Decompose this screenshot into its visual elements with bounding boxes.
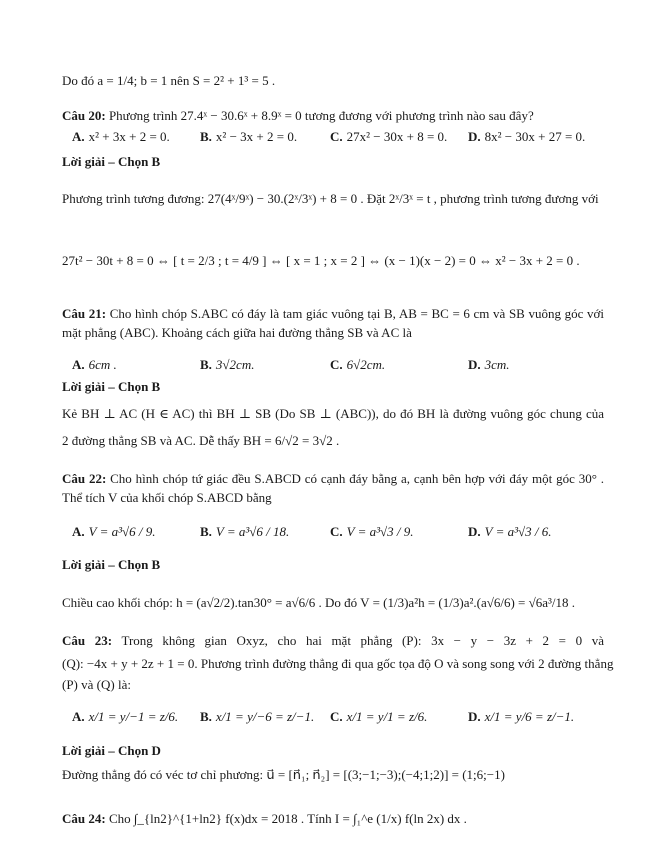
q23-option-a: A. x/1 = y/−1 = z/6. (72, 709, 179, 724)
q22-option-a: A. V = a³√6 / 9. (72, 524, 156, 539)
q23-question-line-2: (Q): −4x + y + 2z + 1 = 0. Phương trình đường thẳng đi qua gốc tọa độ O và song song với 2 đường thẳng (62, 656, 614, 671)
question-label: Câu 22: (62, 471, 107, 486)
q20-option-b: B. x² − 3x + 2 = 0. (200, 129, 298, 144)
q20-solution-line-2: 27t² − 30t + 8 = 0 ⇔ [ t = 2/3 ; t = 4/9 ] ⇔ [ x = 1 ; x = 2 ] ⇔ (x − 1)(x − 2) = 0 ⇔ x² − 3x + 2 = 0 . (62, 253, 580, 268)
q23-solution-line-1: Đường thẳng đó có véc tơ chỉ phương: u⃗ = [n⃗₁; n⃗₂] = [(3;−1;−3);(−4;1;2)] = (1;6;−1) (62, 767, 505, 782)
question-label: Câu 21: (62, 306, 107, 321)
q20-options (72, 127, 620, 147)
intro-line: Do đó a = 1/4; b = 1 nên S = 2² + 1³ = 5 . (62, 73, 276, 88)
q21-solution-title: Lời giải – Chọn B (62, 379, 161, 394)
q20-option-c: C. 27x² − 30x + 8 = 0. (330, 129, 448, 144)
q21-solution-line-1: Kẻ BH ⊥ AC (H ∈ AC) thì BH ⊥ SB (Do SB ⊥ (ABC)), do đó BH là đường vuông góc chung của (62, 406, 604, 421)
q21-option-b: B. 3√2cm. (200, 357, 255, 372)
question-text: Trong không gian Oxyz, cho hai mặt phẳng (P): 3x − y − 3z + 2 = 0 và (121, 633, 605, 648)
q22-option-b: B. V = a³√6 / 18. (200, 524, 290, 539)
q22-option-c: C. V = a³√3 / 9. (330, 524, 414, 539)
question-label: Câu 20: (62, 108, 106, 123)
question-24 (62, 810, 604, 828)
q21-option-a: A. 6cm . (72, 357, 117, 372)
q20-option-a: A. x² + 3x + 2 = 0. (72, 129, 170, 144)
q21-options (72, 355, 620, 375)
question-label: Câu 23: (62, 633, 113, 648)
q22-solution-title: Lời giải – Chọn B (62, 557, 161, 572)
q20-option-d: D. 8x² − 30x + 27 = 0. (468, 129, 586, 144)
q20-solution-line-1: Phương trình tương đương: 27(4ˣ/9ˣ) − 30.(2ˣ/3ˣ) + 8 = 0 . Đặt 2ˣ/3ˣ = t , phương trình tương đương với (62, 191, 599, 206)
q23-question-line-3: (P) và (Q) là: (62, 677, 131, 692)
q20-solution-title: Lời giải – Chọn B (62, 154, 161, 169)
q23-option-d: D. x/1 = y/6 = z/−1. (468, 709, 575, 724)
question-text: Cho hình chóp S.ABC có đáy là tam giác vuông tại B, AB = BC = 6 cm và SB vuông góc với (109, 306, 604, 321)
question-text: Cho ∫_{ln2}^{1+ln2} f(x)dx = 2018 . Tính I = ∫₁^e (1/x) f(ln 2x) dx . (108, 811, 467, 826)
question-label: Câu 24: (62, 811, 106, 826)
q22-option-d: D. V = a³√3 / 6. (468, 524, 552, 539)
q21-option-d: D. 3cm. (468, 357, 510, 372)
question-20 (62, 107, 604, 125)
q22-question-line-2: Thể tích V của khối chóp S.ABCD bằng (62, 490, 272, 505)
q23-solution-title: Lời giải – Chọn D (62, 743, 161, 758)
question-text: Phương trình 27.4ˣ − 30.6ˣ + 8.9ˣ = 0 tương đương với phương trình nào sau đây? (108, 108, 534, 123)
q23-option-b: B. x/1 = y/−6 = z/−1. (200, 709, 315, 724)
q23-options (72, 707, 620, 727)
question-21 (62, 305, 604, 323)
question-22 (62, 470, 604, 488)
q23-option-c: C. x/1 = y/1 = z/6. (330, 709, 428, 724)
question-23 (62, 632, 604, 650)
q21-option-c: C. 6√2cm. (330, 357, 386, 372)
q21-solution-line-2: 2 đường thẳng SB và AC. Dễ thấy BH = 6/√2 = 3√2 . (62, 433, 340, 448)
q21-question-line-2: mặt phẳng (ABC). Khoảng cách giữa hai đường thẳng SB và AC là (62, 325, 412, 340)
q22-options (72, 522, 620, 542)
question-text: Cho hình chóp tứ giác đều S.ABCD có cạnh đáy bằng a, cạnh bên hợp với đáy một góc 30° . (110, 471, 604, 486)
q22-solution-line-1: Chiều cao khối chóp: h = (a√2/2).tan30° = a√6/6 . Do đó V = (1/3)a²h = (1/3)a².(a√6/6) = √6a³/18 . (62, 595, 576, 610)
